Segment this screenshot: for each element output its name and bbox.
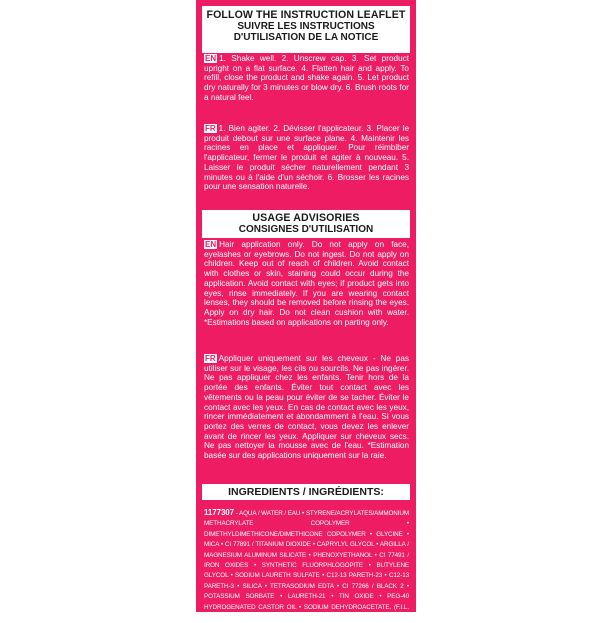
ingredients-heading: INGREDIENTS / INGRÉDIENTS: bbox=[228, 486, 384, 498]
packaging-back-panel bbox=[196, 0, 416, 622]
instructions-heading-line-1: FOLLOW THE INSTRUCTION LEAFLET bbox=[206, 9, 406, 21]
advisories-english-text: Hair application only. Do not apply on face, eyelashes or eyebrows. Do not ingest. Do not apply on children. Keep out of reach of children. Avoid contact with clothes or skin, staining could occur during the application. Avoid contact with eyes; if product gets into eyes, rinse immediately. If you are wearing contact lenses, they should be removed before rinsing the eyes. Apply on dry hair. Do not clean cushion with water. *Estimations based on applications on parting only. bbox=[204, 240, 409, 327]
instructions-english bbox=[204, 54, 409, 103]
instructions-french bbox=[204, 124, 409, 192]
language-tag-fr: FR bbox=[205, 124, 216, 133]
ingredients-list bbox=[204, 508, 409, 623]
instructions-french-text: 1. Bien agiter. 2. Dévisser l'applicateur. 3. Placer le produit debout sur une surface plane. 4. Maintenir les racines en place et appliquer. Pour réimbiber l'applicateur, fermer le produit et agiter à nouveau. 5. Laisser le produit sécher naturellement pendant 3 minutes ou à l'aide d'un séchoir. 6. Brosser les racines pour une sensation naturelle. bbox=[204, 124, 409, 192]
instructions-heading-box bbox=[202, 6, 410, 53]
instructions-heading-line-2: SUIVRE LES INSTRUCTIONS bbox=[237, 21, 375, 32]
ingredients-text: - AQUA / WATER / EAU • STYRENE/ACRYLATES/AMMONIUM METHACRYLATE COPOLYMER • DIMETHYLDIMETHICONE/DIMETHICONE COPOLYMER • GLYCINE • MICA • CI 77891 / TITANIUM DIOXIDE • CAPRYLYL GLYCOL • ARGILLA / MAGNESIUM ALUMINUM SILICATE • PHENOXYETHANOL • CI 77491 / IRON OXIDES • SYNTHETIC FLUORPHLOGOPITE • BUTYLENE GLYCOL • SODIUM LAURETH SULFATE • C12-13 PARETH-23 • C12-13 PARETH-3 • SILICA • TETRASODIUM EDTA • CI 77266 / BLACK 2 • POTASSIUM SORBATE • LAURETH-21 • TIN OXIDE • PEG-40 HYDROGENATED CASTOR OIL • SODIUM DEHYDROACETATE. (F.I.L. D218508/1). bbox=[204, 510, 409, 622]
advisories-french bbox=[204, 354, 409, 461]
language-tag-fr: FR bbox=[205, 354, 216, 363]
product-code: 1177307 bbox=[204, 508, 235, 517]
language-tag-en: EN bbox=[205, 54, 217, 63]
advisories-english bbox=[204, 240, 409, 327]
advisories-heading-line-1: USAGE ADVISORIES bbox=[252, 212, 360, 224]
advisories-heading-box bbox=[202, 210, 410, 238]
ingredients-heading-box bbox=[202, 484, 410, 500]
instructions-english-text: 1. Shake well. 2. Unscrew cap. 3. Set product upright on a flat surface. 4. Flatten hair and apply. To refill, close the product and shake again. 5. Let product dry naturally for 3 minutes or blow dry. 6. Brush roots for a natural feel. bbox=[204, 54, 409, 102]
advisories-heading-line-2: CONSIGNES D'UTILISATION bbox=[238, 224, 374, 235]
language-tag-en: EN bbox=[205, 240, 217, 249]
advisories-french-text: Appliquer uniquement sur les cheveux - Ne pas utiliser sur le visage, les cils ou sourcils. Ne pas ingérer. Ne pas appliquer chez les enfants. Tenir hors de la portée des enfants. Éviter tout contact avec les vêtements ou la peau pour éviter de se tacher. Éviter le contact avec les yeux. En cas de contact avec les yeux, rincer immédiatement et abondamment à l'eau. Si vous portez des verres de contact, vous devez les enlever avant de rincer les yeux. Appliquer sur cheveux secs. Ne pas nettoyer la mousse avec de l'eau. *Estimation basée sur des applications uniquement sur la raie. bbox=[204, 354, 409, 461]
instructions-heading-line-3: D'UTILISATION DE LA NOTICE bbox=[233, 32, 379, 43]
